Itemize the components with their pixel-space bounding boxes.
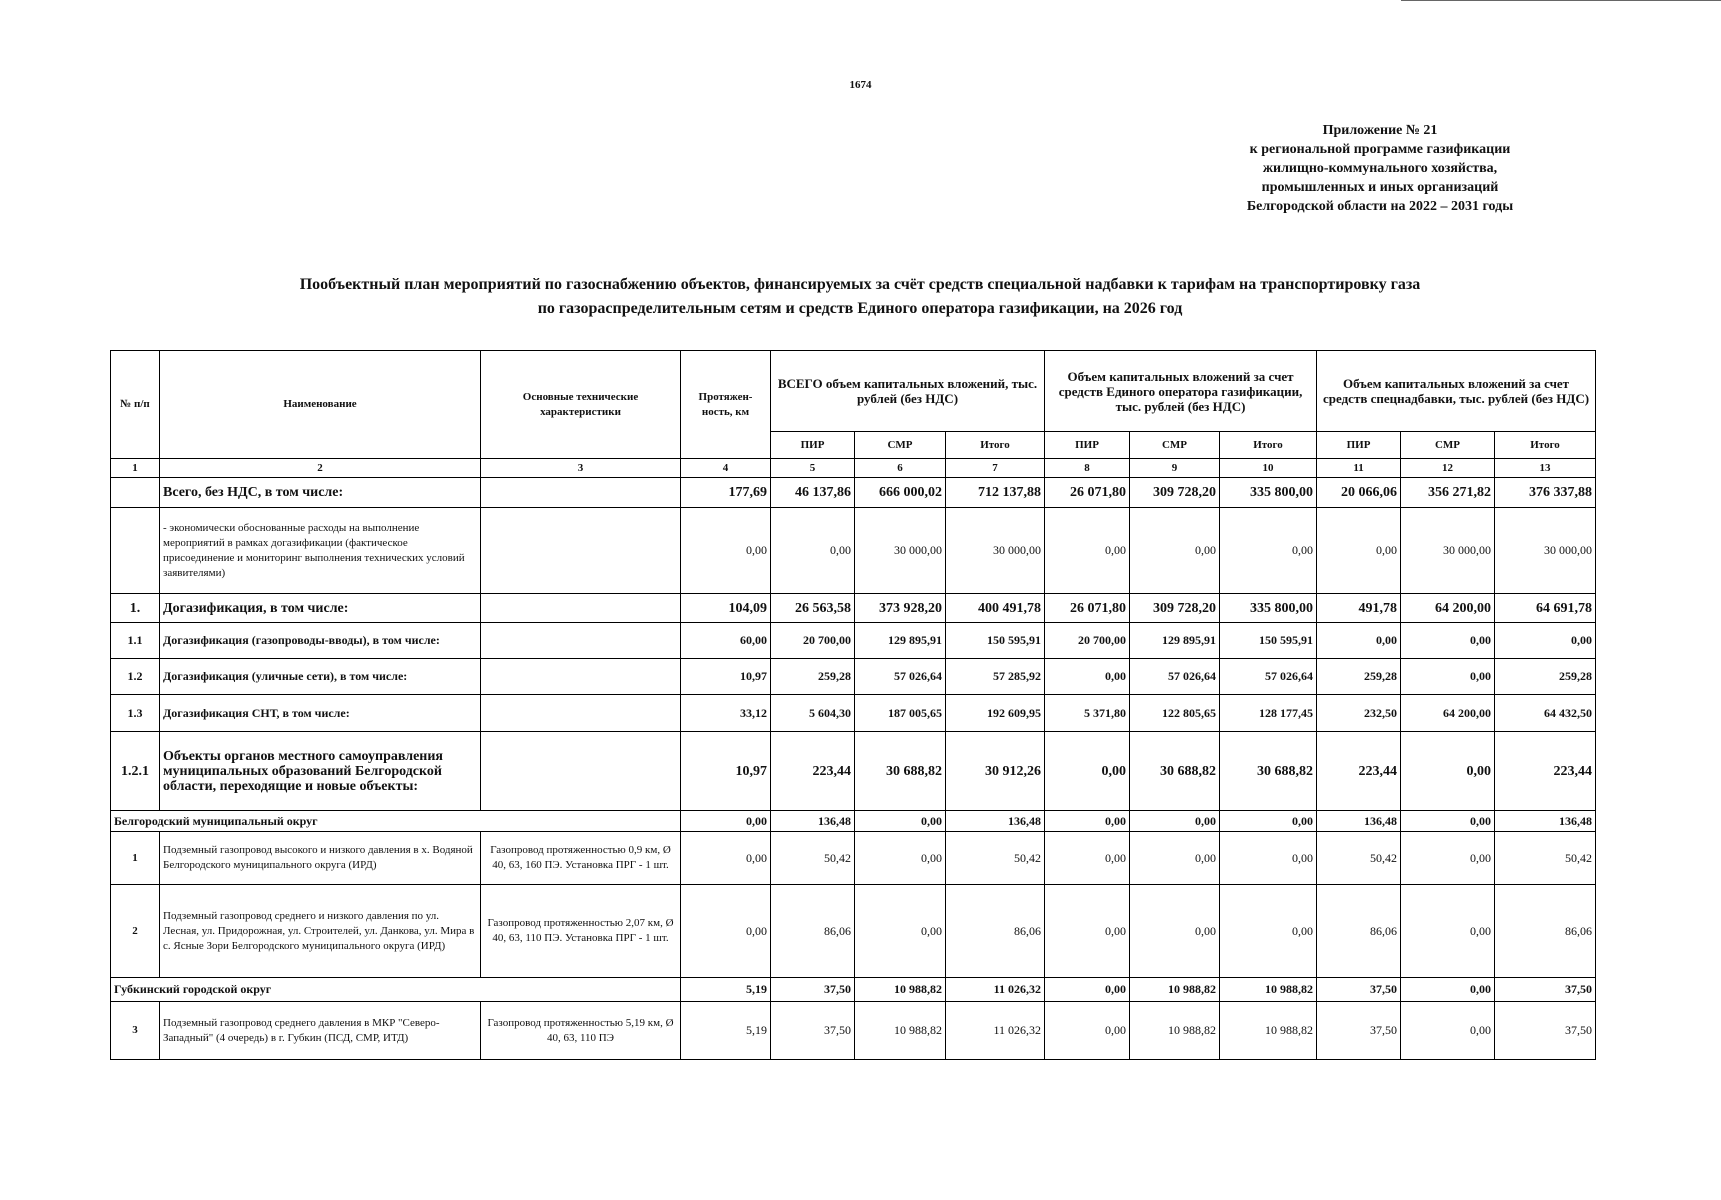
row-number: 1.2.1	[111, 732, 160, 811]
row-value: 136,48	[946, 811, 1045, 832]
column-number: 2	[160, 459, 481, 478]
row-value: 122 805,65	[1130, 695, 1220, 732]
top-border-line	[1401, 0, 1721, 1]
row-value: 0,00	[1401, 1002, 1495, 1060]
plan-table-body	[111, 478, 1596, 1060]
row-number	[111, 478, 160, 508]
row-value: 11 026,32	[946, 1002, 1045, 1060]
row-value: 136,48	[1495, 811, 1596, 832]
row-value: 57 026,64	[1130, 659, 1220, 695]
column-number: 5	[771, 459, 855, 478]
column-number: 3	[481, 459, 681, 478]
row-value: 373 928,20	[855, 594, 946, 623]
row-number: 1.	[111, 594, 160, 623]
row-name: Подземный газопровод среднего и низкого давления по ул. Лесная, ул. Придорожная, ул. Строителей, ул. Данкова, ул. Мира в с. Ясные Зори Белгородского муниципального округа (ИРД)	[160, 885, 481, 978]
row-number: 3	[111, 1002, 160, 1060]
row-name: Всего, без НДС, в том числе:	[160, 478, 481, 508]
row-value: 0,00	[1401, 811, 1495, 832]
column-number: 9	[1130, 459, 1220, 478]
row-value: 666 000,02	[855, 478, 946, 508]
row-value: 0,00	[1401, 732, 1495, 811]
row-value: 30 000,00	[1495, 508, 1596, 594]
row-value: 0,00	[1401, 623, 1495, 659]
row-value: 0,00	[1045, 508, 1130, 594]
plan-table	[110, 350, 1596, 1060]
row-tech	[481, 695, 681, 732]
row-value: 150 595,91	[946, 623, 1045, 659]
row-value: 37,50	[1495, 1002, 1596, 1060]
row-value: 0,00	[1045, 811, 1130, 832]
row-value: 400 491,78	[946, 594, 1045, 623]
row-value: 0,00	[1130, 832, 1220, 885]
appendix-line: Приложение № 21	[1322, 123, 1438, 138]
row-value: 10 988,82	[855, 978, 946, 1002]
table-row	[111, 659, 1596, 695]
row-value: 20 700,00	[1045, 623, 1130, 659]
row-value: 50,42	[1317, 832, 1401, 885]
row-value: 0,00	[1317, 623, 1401, 659]
row-value: 0,00	[681, 832, 771, 885]
table-row	[111, 732, 1596, 811]
row-value: 0,00	[1130, 885, 1220, 978]
row-value: 0,00	[1220, 832, 1317, 885]
row-value: 30 000,00	[855, 508, 946, 594]
row-value: 0,00	[855, 885, 946, 978]
row-value: 0,00	[1401, 659, 1495, 695]
appendix-line: промышленных и иных организаций	[1261, 180, 1499, 195]
row-value: 0,00	[1495, 623, 1596, 659]
row-value: 335 800,00	[1220, 594, 1317, 623]
row-tech	[481, 732, 681, 811]
header-tech: Основные технические характеристики	[481, 351, 681, 459]
row-value: 128 177,45	[1220, 695, 1317, 732]
row-number: 1.1	[111, 623, 160, 659]
row-value: 30 688,82	[855, 732, 946, 811]
row-value: 0,00	[681, 811, 771, 832]
row-value: 0,00	[1045, 885, 1130, 978]
header-itogo: Итого	[946, 432, 1045, 459]
row-value: 37,50	[1317, 1002, 1401, 1060]
row-value: 177,69	[681, 478, 771, 508]
row-value: 57 285,92	[946, 659, 1045, 695]
header-pir: ПИР	[1317, 432, 1401, 459]
row-value: 33,12	[681, 695, 771, 732]
row-value: 10,97	[681, 659, 771, 695]
row-value: 30 688,82	[1130, 732, 1220, 811]
row-value: 10 988,82	[1220, 1002, 1317, 1060]
row-tech	[481, 478, 681, 508]
row-value: 50,42	[946, 832, 1045, 885]
row-value: 136,48	[1317, 811, 1401, 832]
table-row	[111, 811, 1596, 832]
row-value: 309 728,20	[1130, 478, 1220, 508]
row-value: 376 337,88	[1495, 478, 1596, 508]
row-tech	[481, 659, 681, 695]
row-value: 86,06	[1317, 885, 1401, 978]
table-row	[111, 978, 1596, 1002]
row-value: 712 137,88	[946, 478, 1045, 508]
row-value: 259,28	[771, 659, 855, 695]
row-value: 0,00	[1220, 508, 1317, 594]
row-value: 46 137,86	[771, 478, 855, 508]
header-itogo: Итого	[1220, 432, 1317, 459]
row-value: 10 988,82	[1130, 1002, 1220, 1060]
row-value: 0,00	[855, 832, 946, 885]
row-name: Объекты органов местного самоуправления муниципальных образований Белгородской области, переходящие и новые объекты:	[160, 732, 481, 811]
row-tech: Газопровод протяженностью 5,19 км, Ø 40, 63, 110 ПЭ	[481, 1002, 681, 1060]
row-value: 30 688,82	[1220, 732, 1317, 811]
row-value: 30 000,00	[1401, 508, 1495, 594]
row-value: 0,00	[1130, 811, 1220, 832]
row-value: 0,00	[1317, 508, 1401, 594]
row-value: 0,00	[1130, 508, 1220, 594]
table-row	[111, 623, 1596, 659]
table-row	[111, 478, 1596, 508]
header-no: № п/п	[111, 351, 160, 459]
row-value: 20 066,06	[1317, 478, 1401, 508]
header-length: Протяжен-ность, км	[681, 351, 771, 459]
row-value: 10,97	[681, 732, 771, 811]
row-value: 0,00	[1045, 832, 1130, 885]
row-value: 0,00	[1401, 978, 1495, 1002]
document-title	[110, 273, 1610, 321]
row-value: 64 432,50	[1495, 695, 1596, 732]
row-value: 104,09	[681, 594, 771, 623]
row-name: Губкинский городской округ	[111, 978, 681, 1002]
row-name: Подземный газопровод высокого и низкого давления в х. Водяной Белгородского муниципального округа (ИРД)	[160, 832, 481, 885]
row-value: 232,50	[1317, 695, 1401, 732]
header-total-group: ВСЕГО объем капитальных вложений, тыс. рублей (без НДС)	[771, 351, 1045, 432]
row-value: 26 563,58	[771, 594, 855, 623]
row-value: 5,19	[681, 1002, 771, 1060]
row-value: 30 000,00	[946, 508, 1045, 594]
column-number: 8	[1045, 459, 1130, 478]
appendix-note	[1200, 121, 1560, 216]
column-number: 4	[681, 459, 771, 478]
row-value: 10 988,82	[855, 1002, 946, 1060]
row-tech	[481, 508, 681, 594]
header-smr: СМР	[1130, 432, 1220, 459]
row-value: 37,50	[771, 1002, 855, 1060]
column-number: 6	[855, 459, 946, 478]
header-smr: СМР	[855, 432, 946, 459]
row-value: 37,50	[1495, 978, 1596, 1002]
row-value: 37,50	[1317, 978, 1401, 1002]
row-tech: Газопровод протяженностью 2,07 км, Ø 40, 63, 110 ПЭ. Установка ПРГ - 1 шт.	[481, 885, 681, 978]
row-value: 10 988,82	[1220, 978, 1317, 1002]
title-line: по газораспределительным сетям и средств Единого оператора газификации, на 2026 год	[537, 300, 1183, 317]
row-number	[111, 508, 160, 594]
row-value: 26 071,80	[1045, 478, 1130, 508]
row-value: 0,00	[1045, 978, 1130, 1002]
column-number: 10	[1220, 459, 1317, 478]
row-value: 5,19	[681, 978, 771, 1002]
row-value: 57 026,64	[855, 659, 946, 695]
row-value: 0,00	[1045, 732, 1130, 811]
header-eo-group: Объем капитальных вложений за счет средств Единого оператора газификации, тыс. рублей (без НДС)	[1045, 351, 1317, 432]
header-sn-group: Объем капитальных вложений за счет средств спецнадбавки, тыс. рублей (без НДС)	[1317, 351, 1596, 432]
row-value: 335 800,00	[1220, 478, 1317, 508]
row-tech	[481, 594, 681, 623]
row-number: 1	[111, 832, 160, 885]
row-name: Догазификация, в том числе:	[160, 594, 481, 623]
row-value: 60,00	[681, 623, 771, 659]
row-value: 64 691,78	[1495, 594, 1596, 623]
row-value: 50,42	[1495, 832, 1596, 885]
row-value: 356 271,82	[1401, 478, 1495, 508]
row-name: Белгородский муниципальный округ	[111, 811, 681, 832]
header-smr: СМР	[1401, 432, 1495, 459]
row-value: 0,00	[1220, 811, 1317, 832]
appendix-line: к региональной программе газификации	[1249, 142, 1511, 157]
row-value: 86,06	[946, 885, 1045, 978]
row-value: 57 026,64	[1220, 659, 1317, 695]
row-number: 2	[111, 885, 160, 978]
row-value: 86,06	[771, 885, 855, 978]
row-value: 5 604,30	[771, 695, 855, 732]
header-pir: ПИР	[1045, 432, 1130, 459]
row-value: 309 728,20	[1130, 594, 1220, 623]
header-itogo: Итого	[1495, 432, 1596, 459]
row-value: 0,00	[1220, 885, 1317, 978]
column-number: 7	[946, 459, 1045, 478]
row-tech: Газопровод протяженностью 0,9 км, Ø 40, 63, 160 ПЭ. Установка ПРГ - 1 шт.	[481, 832, 681, 885]
row-name: Догазификация СНТ, в том числе:	[160, 695, 481, 732]
row-value: 26 071,80	[1045, 594, 1130, 623]
table-row	[111, 508, 1596, 594]
row-value: 0,00	[681, 508, 771, 594]
row-number: 1.3	[111, 695, 160, 732]
row-value: 129 895,91	[1130, 623, 1220, 659]
row-value: 136,48	[771, 811, 855, 832]
row-value: 10 988,82	[1130, 978, 1220, 1002]
row-value: 223,44	[771, 732, 855, 811]
column-number: 11	[1317, 459, 1401, 478]
row-value: 259,28	[1495, 659, 1596, 695]
page-number: 1674	[849, 79, 872, 91]
column-number: 12	[1401, 459, 1495, 478]
row-value: 64 200,00	[1401, 594, 1495, 623]
appendix-line: жилищно-коммунального хозяйства,	[1262, 161, 1498, 176]
title-line: Пообъектный план мероприятий по газоснабжению объектов, финансируемых за счёт средств специальной надбавки к тарифам на транспортировку газа	[299, 276, 1421, 293]
header-name: Наименование	[160, 351, 481, 459]
row-value: 187 005,65	[855, 695, 946, 732]
row-value: 64 200,00	[1401, 695, 1495, 732]
row-number: 1.2	[111, 659, 160, 695]
row-value: 0,00	[1401, 832, 1495, 885]
row-value: 0,00	[1045, 1002, 1130, 1060]
row-value: 20 700,00	[771, 623, 855, 659]
table-row	[111, 594, 1596, 623]
row-value: 0,00	[855, 811, 946, 832]
row-value: 0,00	[1401, 885, 1495, 978]
table-row	[111, 832, 1596, 885]
row-value: 0,00	[771, 508, 855, 594]
row-value: 86,06	[1495, 885, 1596, 978]
column-number: 1	[111, 459, 160, 478]
row-value: 37,50	[771, 978, 855, 1002]
row-value: 223,44	[1495, 732, 1596, 811]
appendix-line: Белгородской области на 2022 – 2031 годы	[1246, 199, 1514, 214]
row-value: 150 595,91	[1220, 623, 1317, 659]
column-number: 13	[1495, 459, 1596, 478]
row-value: 5 371,80	[1045, 695, 1130, 732]
row-value: 0,00	[1045, 659, 1130, 695]
row-tech	[481, 623, 681, 659]
row-name: Догазификация (уличные сети), в том числе:	[160, 659, 481, 695]
row-value: 129 895,91	[855, 623, 946, 659]
table-row	[111, 885, 1596, 978]
row-value: 30 912,26	[946, 732, 1045, 811]
row-value: 0,00	[681, 885, 771, 978]
row-value: 259,28	[1317, 659, 1401, 695]
row-value: 491,78	[1317, 594, 1401, 623]
row-name: Догазификация (газопроводы-вводы), в том числе:	[160, 623, 481, 659]
row-name: Подземный газопровод среднего давления в МКР "Северо-Западный" (4 очередь) в г. Губкин (ПСД, СМР, ИТД)	[160, 1002, 481, 1060]
row-value: 223,44	[1317, 732, 1401, 811]
row-name: - экономически обоснованные расходы на выполнение мероприятий в рамках догазификации (фактическое присоединение и мониторинг выполнения технических условий заявителями)	[160, 508, 481, 594]
table-row	[111, 695, 1596, 732]
row-value: 192 609,95	[946, 695, 1045, 732]
row-value: 11 026,32	[946, 978, 1045, 1002]
header-pir: ПИР	[771, 432, 855, 459]
table-row	[111, 1002, 1596, 1060]
row-value: 50,42	[771, 832, 855, 885]
